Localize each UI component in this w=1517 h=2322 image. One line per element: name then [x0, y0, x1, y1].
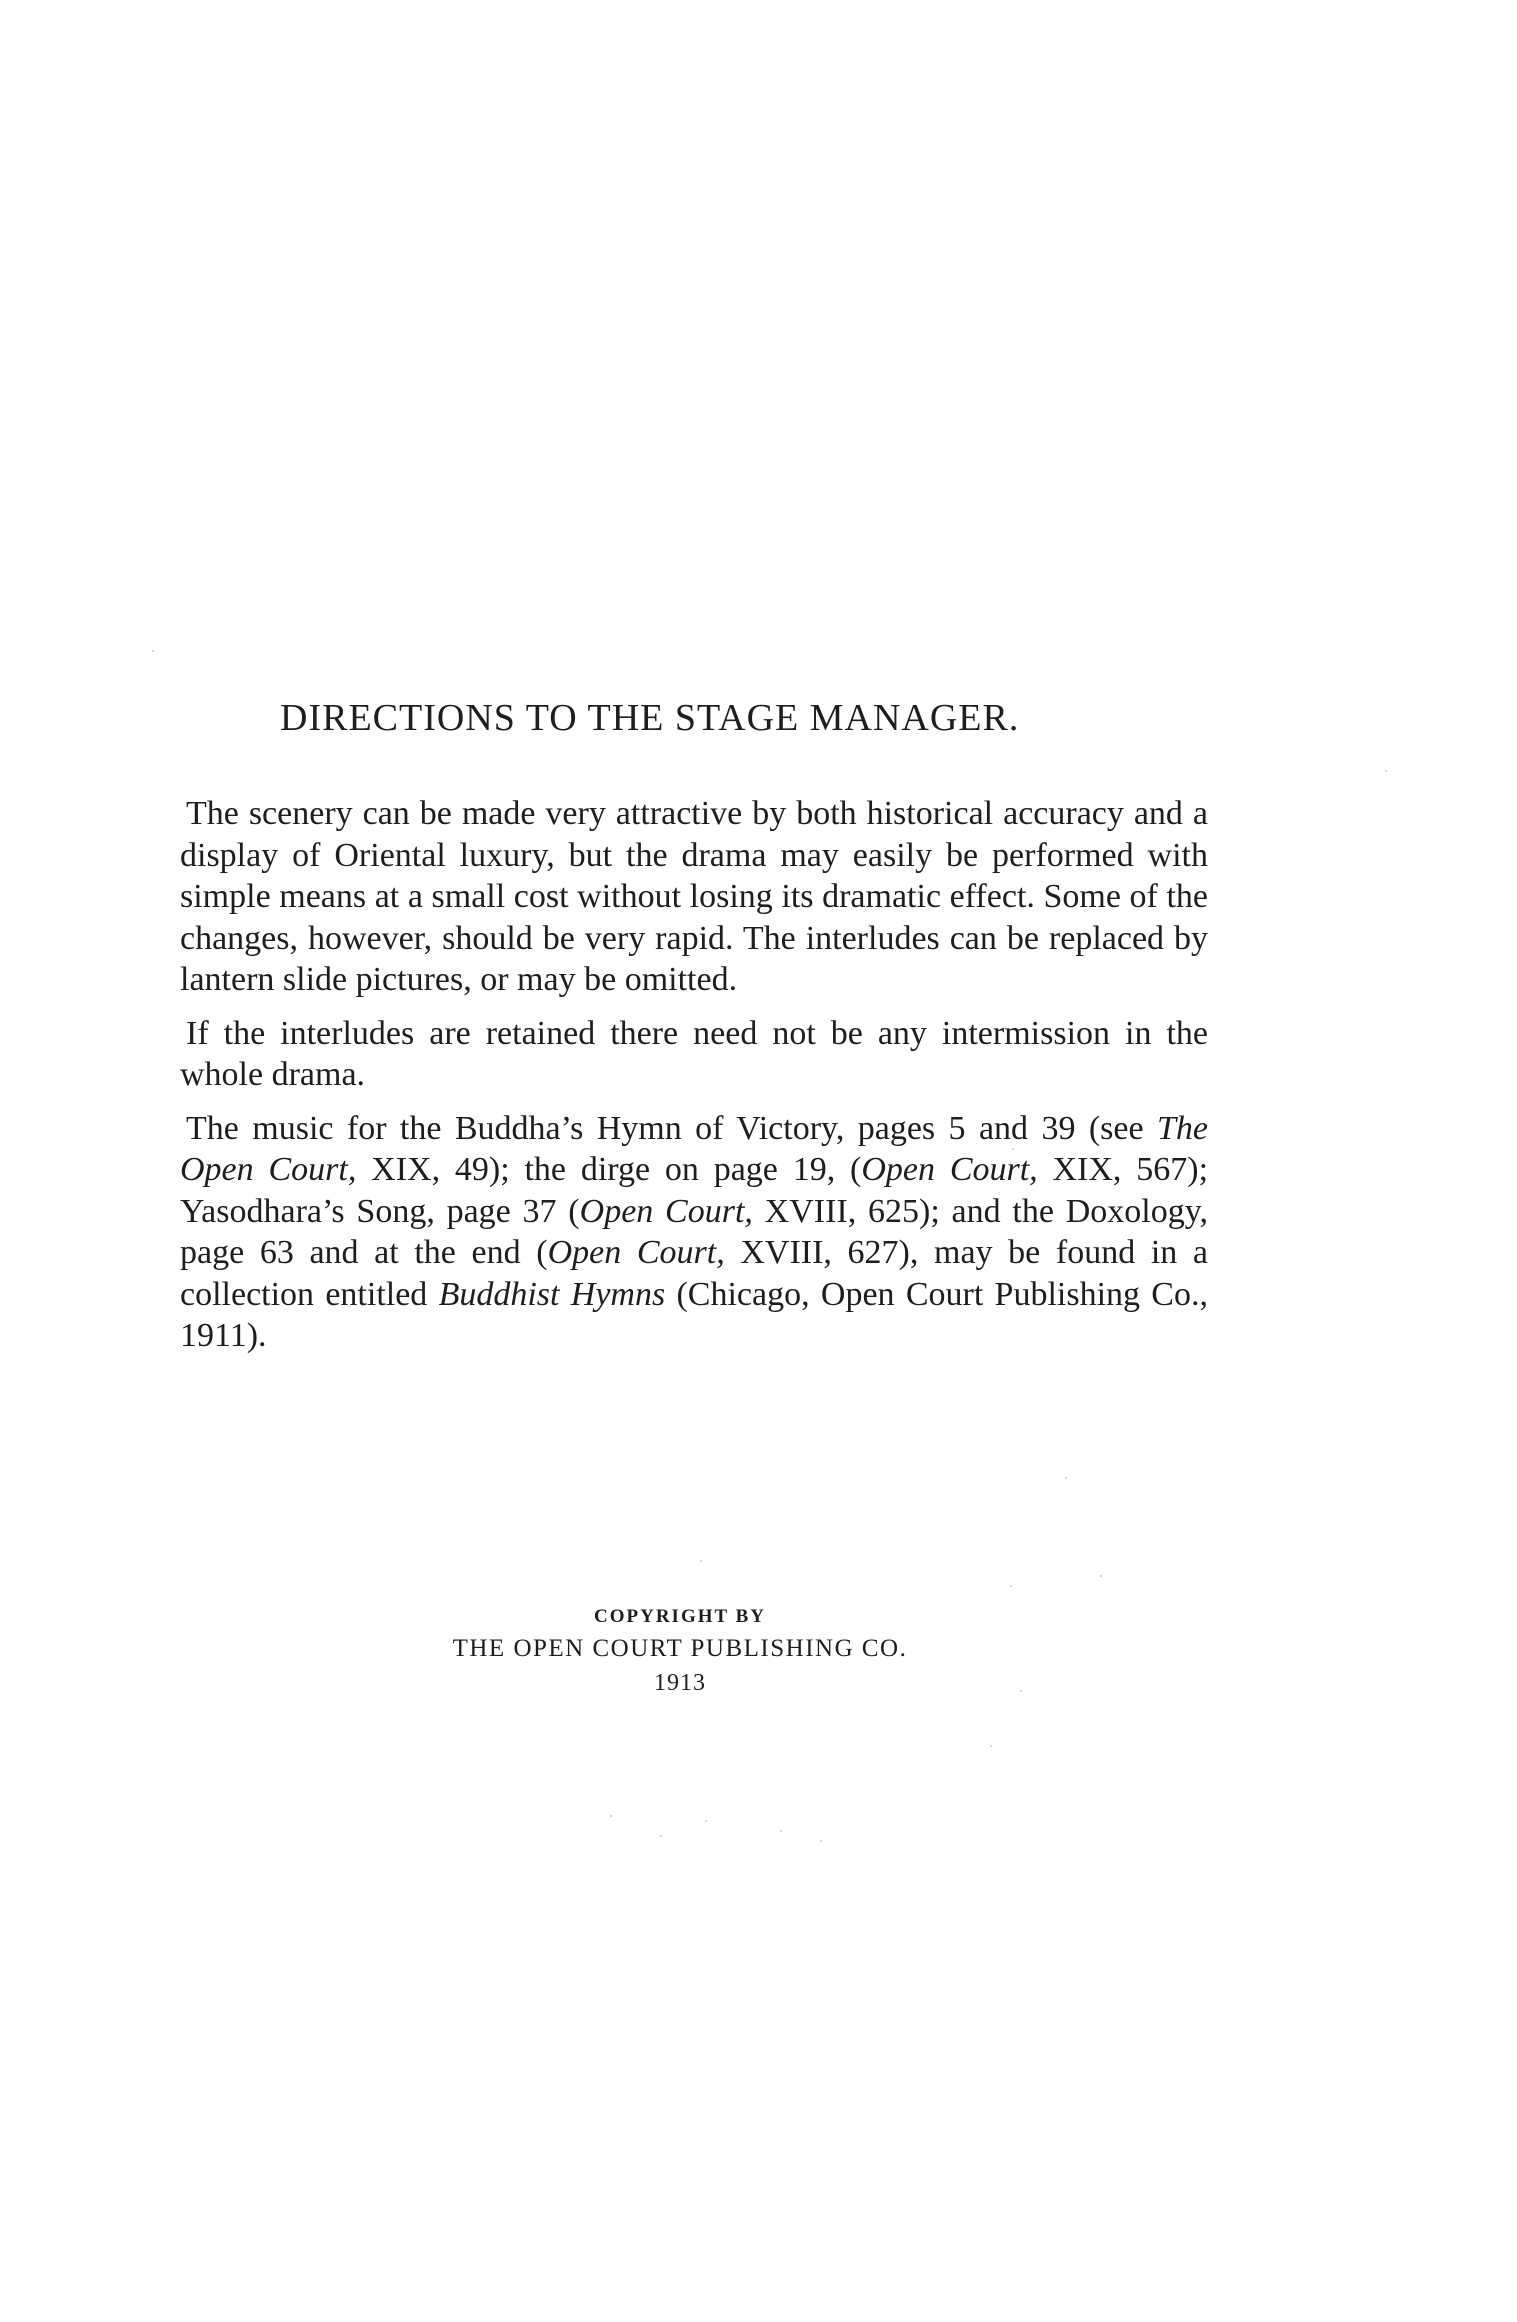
copyright-block: [380, 1602, 980, 1700]
paragraph-music-text: XIX, 49); the dirge on page 19, (: [356, 1151, 862, 1188]
copyright-year: 1913: [654, 1670, 706, 1696]
citation-title: Open Court,: [861, 1151, 1038, 1188]
citation-title: Open Court,: [579, 1192, 753, 1230]
paragraph-scenery: [180, 793, 1208, 1001]
paper-speck: [705, 1820, 707, 1822]
paper-speck: [1100, 1575, 1102, 1577]
paragraph-music-text: XIX, 567); Yasodhara’s Song, page 37 (: [180, 1151, 1209, 1230]
citation-title: Open Court,: [547, 1234, 725, 1271]
paragraph-interludes-text: If the interludes are retained there need not be any intermission in the whole drama.: [180, 1014, 1208, 1093]
paper-speck: [1385, 770, 1387, 772]
paper-speck: [1020, 1690, 1022, 1692]
paragraph-music-text: XVIII, 627), may be found in a collection entitled: [180, 1234, 1209, 1313]
paragraph-music: [180, 1108, 1208, 1357]
paper-speck: [1065, 1477, 1067, 1479]
paper-speck: [990, 1745, 992, 1747]
paper-speck: [660, 1835, 662, 1837]
paper-speck: [1012, 1148, 1014, 1150]
paper-speck: [610, 1815, 612, 1817]
body-text: [180, 793, 1208, 1369]
paper-speck: [780, 1830, 782, 1832]
page-heading: DIRECTIONS TO THE STAGE MANAGER.: [280, 697, 1020, 739]
copyright-label: COPYRIGHT BY: [594, 1606, 766, 1627]
book-title: Buddhist Hymns: [438, 1275, 666, 1313]
citation-title: The Open Court,: [180, 1109, 1208, 1188]
paragraph-interludes: [180, 1013, 1208, 1096]
paper-speck: [152, 650, 154, 652]
copyright-publisher: THE OPEN COURT PUBLISHING CO.: [452, 1635, 908, 1662]
paper-speck: [820, 1840, 822, 1842]
paragraph-music-text: XVIII, 625); and the Doxology, page 63 and at the end (: [180, 1192, 1208, 1271]
paper-speck: [700, 1560, 702, 1562]
paragraph-music-text: (Chicago, Open Court Publishing Co., 1911).: [180, 1275, 1208, 1354]
paragraph-scenery-text: The scenery can be made very attractive by both historical accuracy and a display of Oriental luxury, but the drama may easily be performed with simple means at a small cost without losing its dramatic effect. Some of the changes, however, should be very rapid. The interludes can be replaced by lantern slide pictures, or may be omitted.: [180, 795, 1208, 998]
paragraph-music-text: The music for the Buddha’s Hymn of Victory, pages 5 and 39 (see: [186, 1109, 1157, 1147]
paper-speck: [1010, 1585, 1012, 1587]
